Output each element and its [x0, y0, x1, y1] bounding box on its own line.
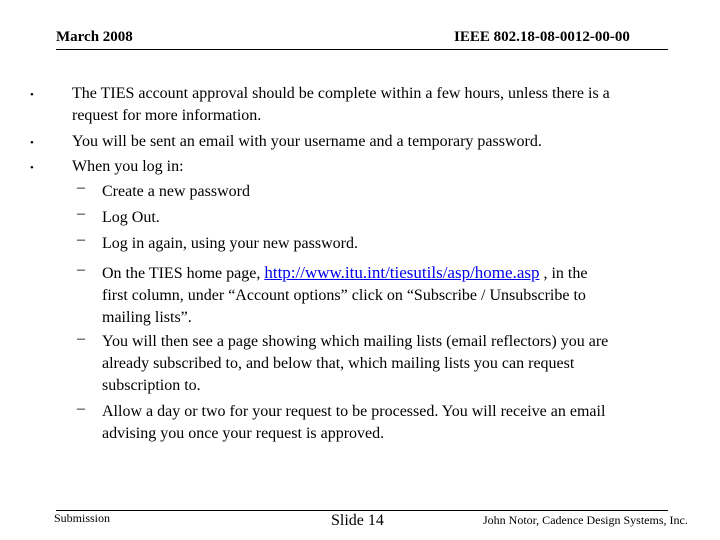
header-date: March 2008: [56, 29, 133, 45]
instruction-2-line-2: already subscribed to, and below that, which mailing lists you can request: [102, 355, 575, 372]
dash-marker: –: [77, 261, 85, 278]
sub-step-1: Create a new password: [102, 183, 250, 200]
dash-marker: –: [77, 231, 85, 248]
instruction-1-line-1: [102, 261, 587, 285]
instruction-2-line-3: subscription to.: [102, 377, 201, 394]
instruction-1-pre: On the TIES home page,: [102, 265, 265, 282]
instruction-1-line-2: first column, under “Account options” click on “Subscribe / Unsubscribe to: [102, 287, 586, 304]
instruction-2-line-1: You will then see a page showing which mailing lists (email reflectors) you are: [102, 333, 609, 350]
instruction-1-post: , in the: [539, 265, 588, 282]
bullet-text-1a: The TIES account approval should be complete within a few hours, unless there is a: [72, 85, 610, 102]
instruction-3-line-1: Allow a day or two for your request to be processed. You will receive an email: [102, 403, 606, 420]
footer-author: John Notor, Cadence Design Systems, Inc.: [483, 513, 688, 527]
bullet-text-2: You will be sent an email with your username and a temporary password.: [72, 133, 542, 150]
header-doc-id: IEEE 802.18-08-0012-00-00: [454, 29, 630, 45]
bullet-dot: •: [30, 89, 34, 101]
bullet-dot: •: [30, 162, 34, 174]
instruction-1-line-3: mailing lists”.: [102, 309, 192, 326]
dash-marker: –: [77, 330, 85, 347]
ties-home-link[interactable]: http://www.itu.int/tiesutils/asp/home.asp: [264, 263, 540, 282]
footer-rule: [56, 510, 668, 511]
header-rule: [56, 49, 668, 50]
dash-marker: –: [77, 400, 85, 417]
sub-step-2: Log Out.: [102, 209, 160, 226]
sub-step-3: Log in again, using your new password.: [102, 235, 358, 252]
footer-submission: Submission: [54, 511, 111, 525]
bullet-dot: •: [30, 137, 34, 149]
footer-slide-number: Slide 14: [331, 512, 384, 529]
dash-marker: –: [77, 179, 85, 196]
instruction-3-line-2: advising you once your request is approved.: [102, 425, 385, 442]
bullet-text-3: When you log in:: [72, 158, 184, 175]
bullet-text-1b: request for more information.: [72, 107, 262, 124]
dash-marker: –: [77, 205, 85, 222]
